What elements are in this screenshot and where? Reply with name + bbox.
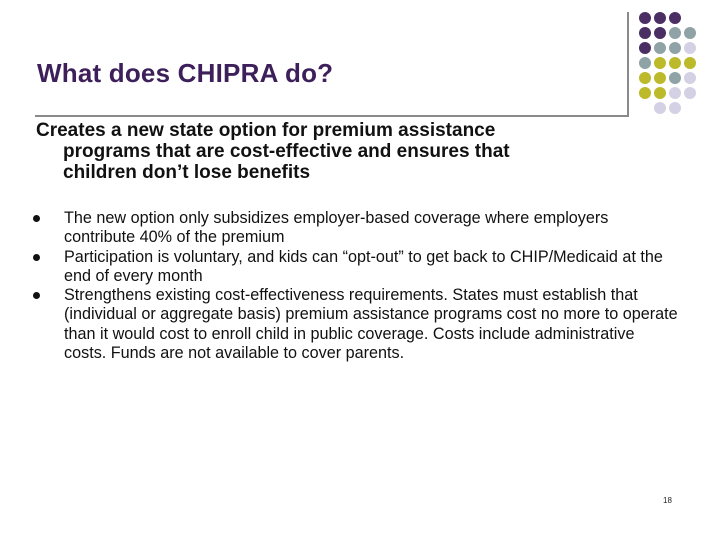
- decorative-dot: [639, 42, 651, 54]
- decorative-dot: [654, 72, 666, 84]
- decorative-dot: [639, 57, 651, 69]
- decorative-dot: [684, 87, 696, 99]
- decorative-dot: [684, 42, 696, 54]
- lead-line-1: Creates a new state option for premium assistance: [36, 120, 496, 141]
- decorative-dot: [639, 12, 651, 24]
- decorative-dot: [639, 72, 651, 84]
- decorative-dot: [684, 57, 696, 69]
- decorative-dot: [654, 12, 666, 24]
- decorative-dot: [654, 27, 666, 39]
- bullet-text: Strengthens existing cost-effectiveness requirements. States must establish that (individual or aggregate basis) premium assistance programs cost no more to operate than it would cost to enroll child in public coverage. Costs include administrative costs. Funds are not available to cover parents.: [64, 286, 678, 363]
- decorative-dot: [639, 27, 651, 39]
- bullet-item: [28, 248, 678, 287]
- bullet-item: [28, 286, 678, 363]
- lead-statement: [36, 120, 636, 183]
- bullet-icon: [33, 254, 40, 261]
- bullet-text: Participation is voluntary, and kids can “opt-out” to get back to CHIP/Medicaid at the end of every month: [64, 247, 663, 285]
- decorative-dot: [654, 42, 666, 54]
- decorative-dot: [639, 87, 651, 99]
- decorative-dot: [684, 27, 696, 39]
- decorative-dot: [669, 87, 681, 99]
- lead-line-3: children don’t lose benefits: [63, 162, 311, 183]
- decorative-dot: [654, 102, 666, 114]
- title-underline: [35, 115, 627, 117]
- decorative-dot: [669, 12, 681, 24]
- decorative-dot: [669, 102, 681, 114]
- bullet-item: [28, 209, 678, 248]
- decorative-dot: [654, 87, 666, 99]
- decorative-dot: [669, 57, 681, 69]
- decorative-dot: [684, 72, 696, 84]
- vertical-divider: [627, 12, 629, 117]
- page-number: 18: [663, 496, 672, 505]
- decorative-dot: [654, 57, 666, 69]
- page-title: What does CHIPRA do?: [37, 58, 334, 88]
- bullet-icon: [33, 292, 40, 299]
- lead-line-2: programs that are cost-effective and ensures that: [63, 141, 510, 162]
- bullet-icon: [33, 215, 40, 222]
- decorative-dot: [669, 42, 681, 54]
- bullet-text: The new option only subsidizes employer-based coverage where employers contribute 40% of the premium: [64, 209, 609, 247]
- decorative-dot: [669, 27, 681, 39]
- bullet-list: [28, 209, 678, 363]
- decorative-dot: [669, 72, 681, 84]
